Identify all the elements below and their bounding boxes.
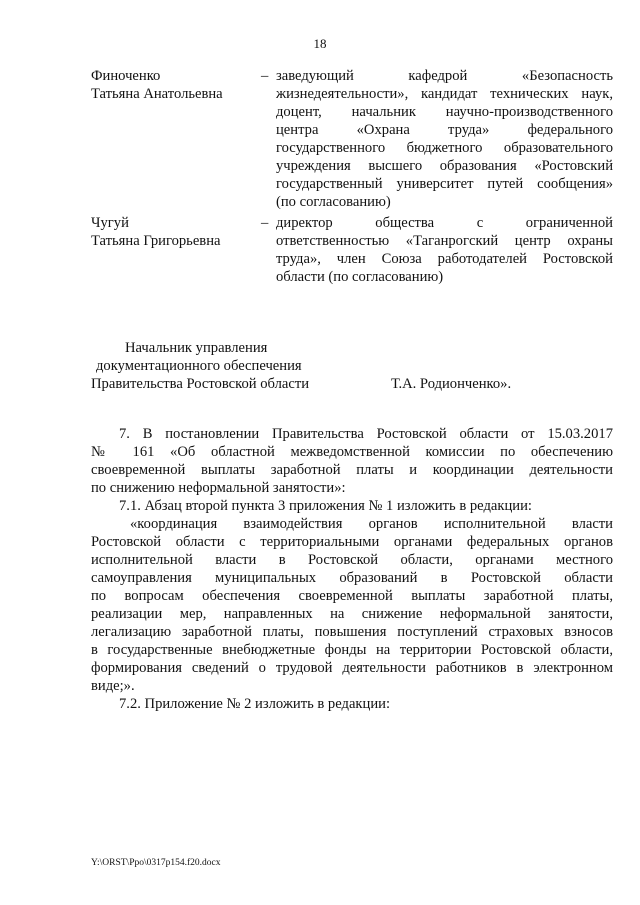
paragraph-line: № 161 «Об областной межведомственной комиссии по обеспечению	[91, 444, 613, 460]
member-dash: –	[261, 215, 269, 231]
paragraph-line: 7.1. Абзац второй пункта 3 приложения № 1 изложить в редакции:	[119, 498, 532, 514]
paragraph-line: исполнительной власти в Ростовской области, органами местного	[91, 552, 613, 568]
paragraph-7-1	[91, 497, 613, 515]
member-name	[91, 67, 261, 103]
role-line: государственного бюджетного образовательного	[276, 140, 613, 156]
role-line: (по согласованию)	[276, 194, 391, 210]
member-role	[276, 214, 613, 286]
member-given-names: Татьяна Григорьевна	[91, 233, 221, 249]
signature-title-line-1: Начальник управления	[125, 340, 268, 356]
role-line: области (по согласованию)	[276, 269, 444, 285]
role-line: ответственностью «Таганрогский центр охраны	[276, 233, 613, 249]
paragraph-line: своевременной выплаты заработной платы и координации деятельности	[91, 462, 613, 478]
signature-title-line-3: Правительства Ростовской области	[91, 376, 310, 392]
role-line: заведующий кафедрой «Безопасность	[276, 68, 613, 84]
role-line: центра «Охрана труда» федерального	[276, 122, 613, 138]
paragraph-line: самоуправления муниципальных образований в Ростовской области	[91, 570, 613, 586]
member-entry-chuguy	[91, 214, 613, 288]
paragraph-line: легализацию заработной платы, повышения поступлений страховых взносов	[91, 624, 613, 640]
paragraph-line: 7.2. Приложение № 2 изложить в редакции:	[119, 696, 390, 712]
paragraph-line: Ростовской области с территориальными органами федеральных органов	[91, 534, 613, 550]
role-line: доцент, начальник научно-производственного	[276, 104, 613, 120]
paragraph-line: по вопросам обеспечения своевременной выплаты заработной платы,	[91, 588, 613, 604]
member-surname: Чугуй	[91, 215, 129, 231]
member-surname: Финоченко	[91, 68, 161, 84]
role-line: труда», член Союза работодателей Ростовской	[276, 251, 613, 267]
role-line: директор общества с ограниченной	[276, 215, 613, 231]
paragraph-line: «координация взаимодействия органов исполнительной власти	[130, 516, 613, 532]
paragraph-line: реализации мер, направленных на снижение неформальной занятости,	[91, 606, 613, 622]
paragraph-line: по снижению неформальной занятости»:	[91, 480, 346, 496]
role-line: учреждения высшего образования «Ростовский	[276, 158, 613, 174]
paragraph-7-2	[91, 695, 613, 713]
paragraph-line: в государственные внебюджетные фонды на территории Ростовской области,	[91, 642, 613, 658]
member-given-names: Татьяна Анатольевна	[91, 86, 223, 102]
member-name	[91, 214, 261, 250]
signature-title-line-2: документационного обеспечения	[96, 358, 302, 374]
role-line: государственный университет путей сообщения»	[276, 176, 613, 192]
paragraph-7	[91, 425, 613, 497]
paragraph-line: 7. В постановлении Правительства Ростовской области от 15.03.2017	[119, 426, 613, 442]
paragraph-line: виде;».	[91, 678, 135, 694]
role-line: жизнедеятельности», кандидат технических наук,	[276, 86, 613, 102]
signature-name: Т.А. Родионченко».	[391, 376, 512, 392]
member-entry-finochenko	[91, 67, 613, 213]
footer-file-path: Y:\ORST\Ppo\0317p154.f20.docx	[91, 858, 221, 868]
page-number: 18	[313, 36, 327, 51]
member-dash: –	[261, 68, 269, 84]
paragraph-7-1-quote	[91, 515, 613, 695]
paragraph-line: формирования сведений о трудовой деятельности работников в электронном	[91, 660, 613, 676]
member-role	[276, 67, 613, 211]
